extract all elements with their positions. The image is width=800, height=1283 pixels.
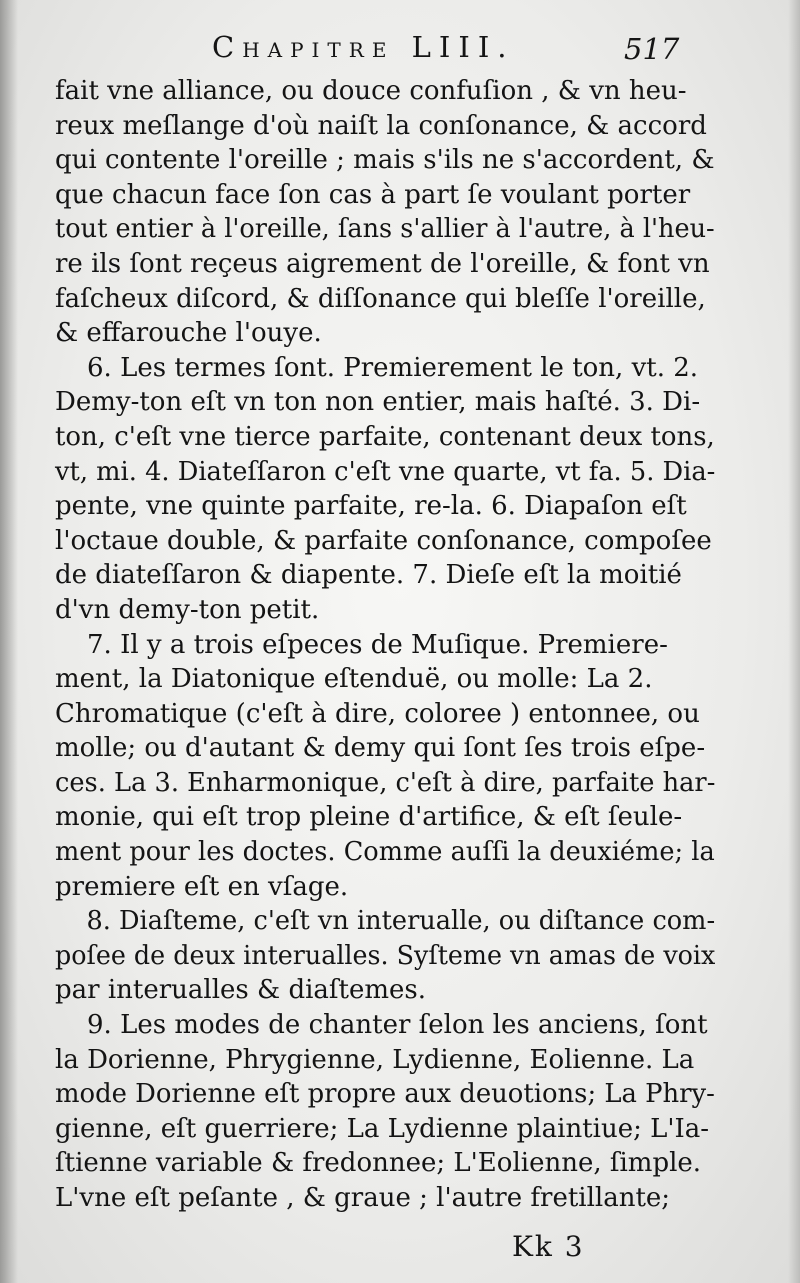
paragraph-8-start: 8. Diaſteme, c'eſt vn interualle, ou diſtance com- [86,906,716,937]
body-text [55,74,715,1216]
text-line: par interualles & diaſtemes. [55,975,427,1006]
text-line: de diateſſaron & diapente. 7. Dieſe eſt la moitié [55,560,682,591]
text-line: la Dorienne, Phrygienne, Lydienne, Eolienne. La [55,1044,695,1075]
text-line: mode Dorienne eſt propre aux deuotions; La Phry- [55,1079,715,1110]
paragraph-9-start: 9. Les modes de chanter ſelon les anciens, ſont [87,1010,708,1041]
text-line: L'vne eſt peſante , & graue ; l'autre fretillante; [55,1183,671,1213]
text-line: tout entier à l'oreille, ſans s'allier à l'autre, à l'heu- [55,214,715,245]
text-line: ces. La 3. Enharmonique, c'eſt à dire, parfaite har- [55,767,716,798]
text-line: premiere eſt en vſage. [55,871,349,902]
paragraph-6-start: 6. Les termes ſont. Premierement le ton, vt. 2. [87,352,699,383]
text-line: ton, c'eſt vne tierce parfaite, contenant deux tons, [55,421,715,452]
text-line: re ils ſont reçeus aigrement de l'oreille, & font vn [55,248,710,279]
text-line: vt, mi. 4. Diateſſaron c'eſt vne quarte, vt fa. 5. Dia- [55,456,716,487]
text-line: fait vne alliance, ou douce confuſion , & vn heu- [55,76,687,106]
paragraph-7-start: 7. Il y a trois eſpeces de Muſique. Premiere- [87,629,668,660]
page-number: 517 [624,32,680,66]
text-line: poſee de deux interualles. Syſteme vn amas de voix [55,940,716,971]
chapter-heading: Chapitre LIII. [212,30,515,64]
gutter-shadow [0,0,18,1283]
text-line: que chacun face ſon cas à part ſe voulant porter [55,179,691,210]
text-line: d'vn demy-ton petit. [55,594,320,625]
page-edge-shadow [788,0,800,1283]
running-head [0,30,800,74]
text-line: molle; ou d'autant & demy qui ſont ſes trois eſpe- [55,733,706,764]
text-line: ment, la Diatonique eſtenduë, ou molle: La 2. [55,664,653,695]
text-line: gienne, eſt guerriere; La Lydienne plaintiue; L'Ia- [55,1113,710,1144]
text-line: faſcheux diſcord, & diſſonance qui bleſſe l'oreille, [55,283,706,314]
text-line: & effarouche l'ouye. [55,318,322,349]
text-line: ſtienne variable & fredonnee; L'Eolienne, ſimple. [55,1148,702,1179]
text-line: qui contente l'oreille ; mais s'ils ne s'accordent, & [55,145,715,176]
text-line: Chromatique (c'eſt à dire, coloree ) entonnee, ou [55,698,700,729]
signature-mark: Kk 3 [512,1230,585,1263]
text-line: reux meſlange d'où naiſt la conſonance, & accord [55,110,707,141]
text-line: monie, qui eſt trop pleine d'artifice, & eſt ſeule- [55,802,683,833]
text-line: ment pour les doctes. Comme auſſi la deuxiéme; la [55,837,715,868]
text-line: Demy-ton eſt vn ton non entier, mais haſté. 3. Di- [55,387,701,418]
text-line: pente, vne quinte parfaite, re-la. 6. Diapaſon eſt [55,491,687,522]
text-line: l'octaue double, & parfaite conſonance, compoſee [55,525,712,556]
